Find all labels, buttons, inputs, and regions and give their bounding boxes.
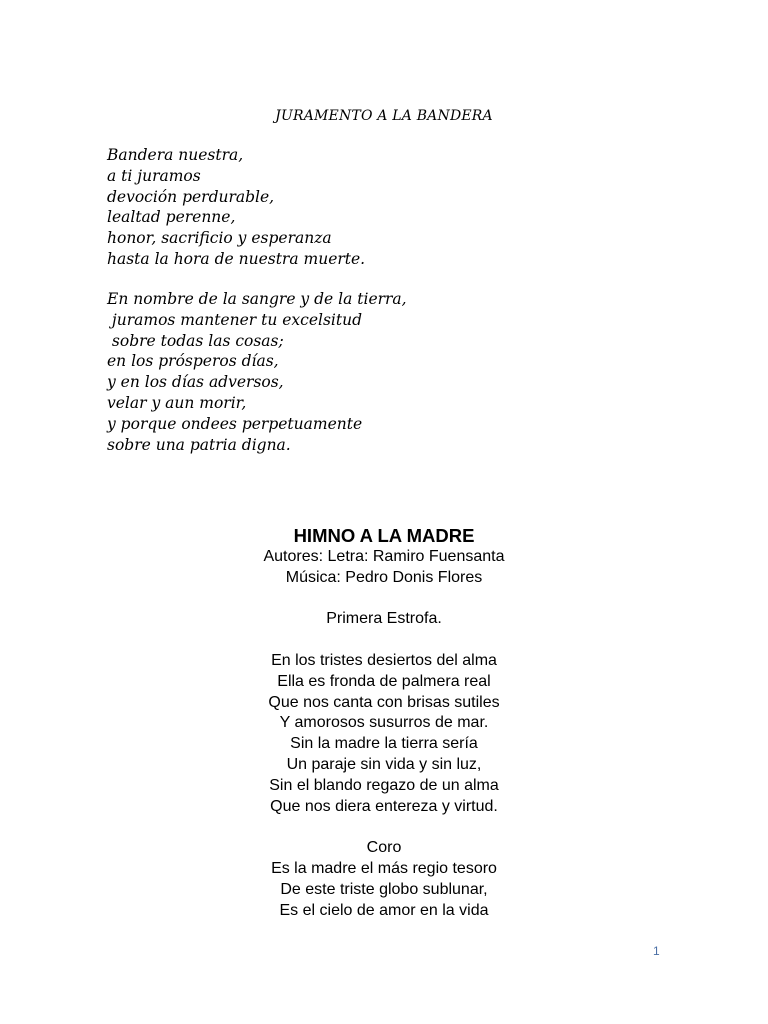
- oath-stanza-2: [107, 289, 407, 455]
- verse-line: Que nos diera entereza y virtud.: [270, 797, 498, 815]
- spacer: [0, 589, 768, 610]
- poem-line: sobre todas las cosas;: [107, 331, 284, 350]
- verse-line: Sin el blando regazo de un alma: [269, 776, 499, 794]
- chorus-line: De este triste globo sublunar,: [280, 880, 488, 898]
- hymn-music: Música: Pedro Donis Flores: [285, 568, 483, 586]
- chorus-line: Es el cielo de amor en la vida: [279, 901, 489, 919]
- poem-line: y en los días adversos,: [107, 373, 284, 392]
- verse-line: Que nos canta con brisas sutiles: [268, 693, 500, 711]
- poem-line: y porque ondees perpetuamente: [107, 414, 363, 433]
- chorus-line: Es la madre el más regio tesoro: [271, 859, 497, 877]
- chorus-heading: Coro: [366, 839, 402, 857]
- verse-line: Un paraje sin vida y sin luz,: [286, 755, 482, 773]
- page-number: 1: [653, 944, 660, 958]
- hymn-section: [0, 525, 768, 921]
- verse-line: Sin la madre la tierra sería: [290, 735, 478, 753]
- spacer: [0, 817, 768, 838]
- oath-stanza-1: [107, 145, 365, 270]
- poem-line: velar y aun morir,: [107, 393, 247, 412]
- spacer: [0, 630, 768, 651]
- verse-line: Ella es fronda de palmera real: [277, 672, 491, 690]
- poem-line: En nombre de la sangre y de la tierra,: [107, 290, 407, 308]
- poem-line: sobre una patria digna.: [107, 435, 291, 454]
- hymn-title: HIMNO A LA MADRE: [293, 525, 475, 546]
- poem-line: lealtad perenne,: [107, 208, 236, 227]
- poem-line: honor, sacrificio y esperanza: [107, 229, 332, 248]
- section-heading: Primera Estrofa.: [326, 610, 442, 628]
- verse-line: Y amorosos susurros de mar.: [279, 714, 489, 732]
- oath-title: JURAMENTO A LA BANDERA: [275, 108, 493, 124]
- verse-line: En los tristes desiertos del alma: [271, 651, 497, 669]
- poem-line: juramos mantener tu excelsitud: [107, 310, 363, 329]
- poem-line: a ti juramos: [107, 166, 201, 185]
- poem-line: Bandera nuestra,: [107, 146, 244, 164]
- poem-line: en los prósperos días,: [107, 352, 279, 371]
- poem-line: hasta la hora de nuestra muerte.: [107, 249, 366, 268]
- hymn-authors: Autores: Letra: Ramiro Fuensanta: [263, 548, 505, 565]
- poem-line: devoción perdurable,: [107, 187, 275, 206]
